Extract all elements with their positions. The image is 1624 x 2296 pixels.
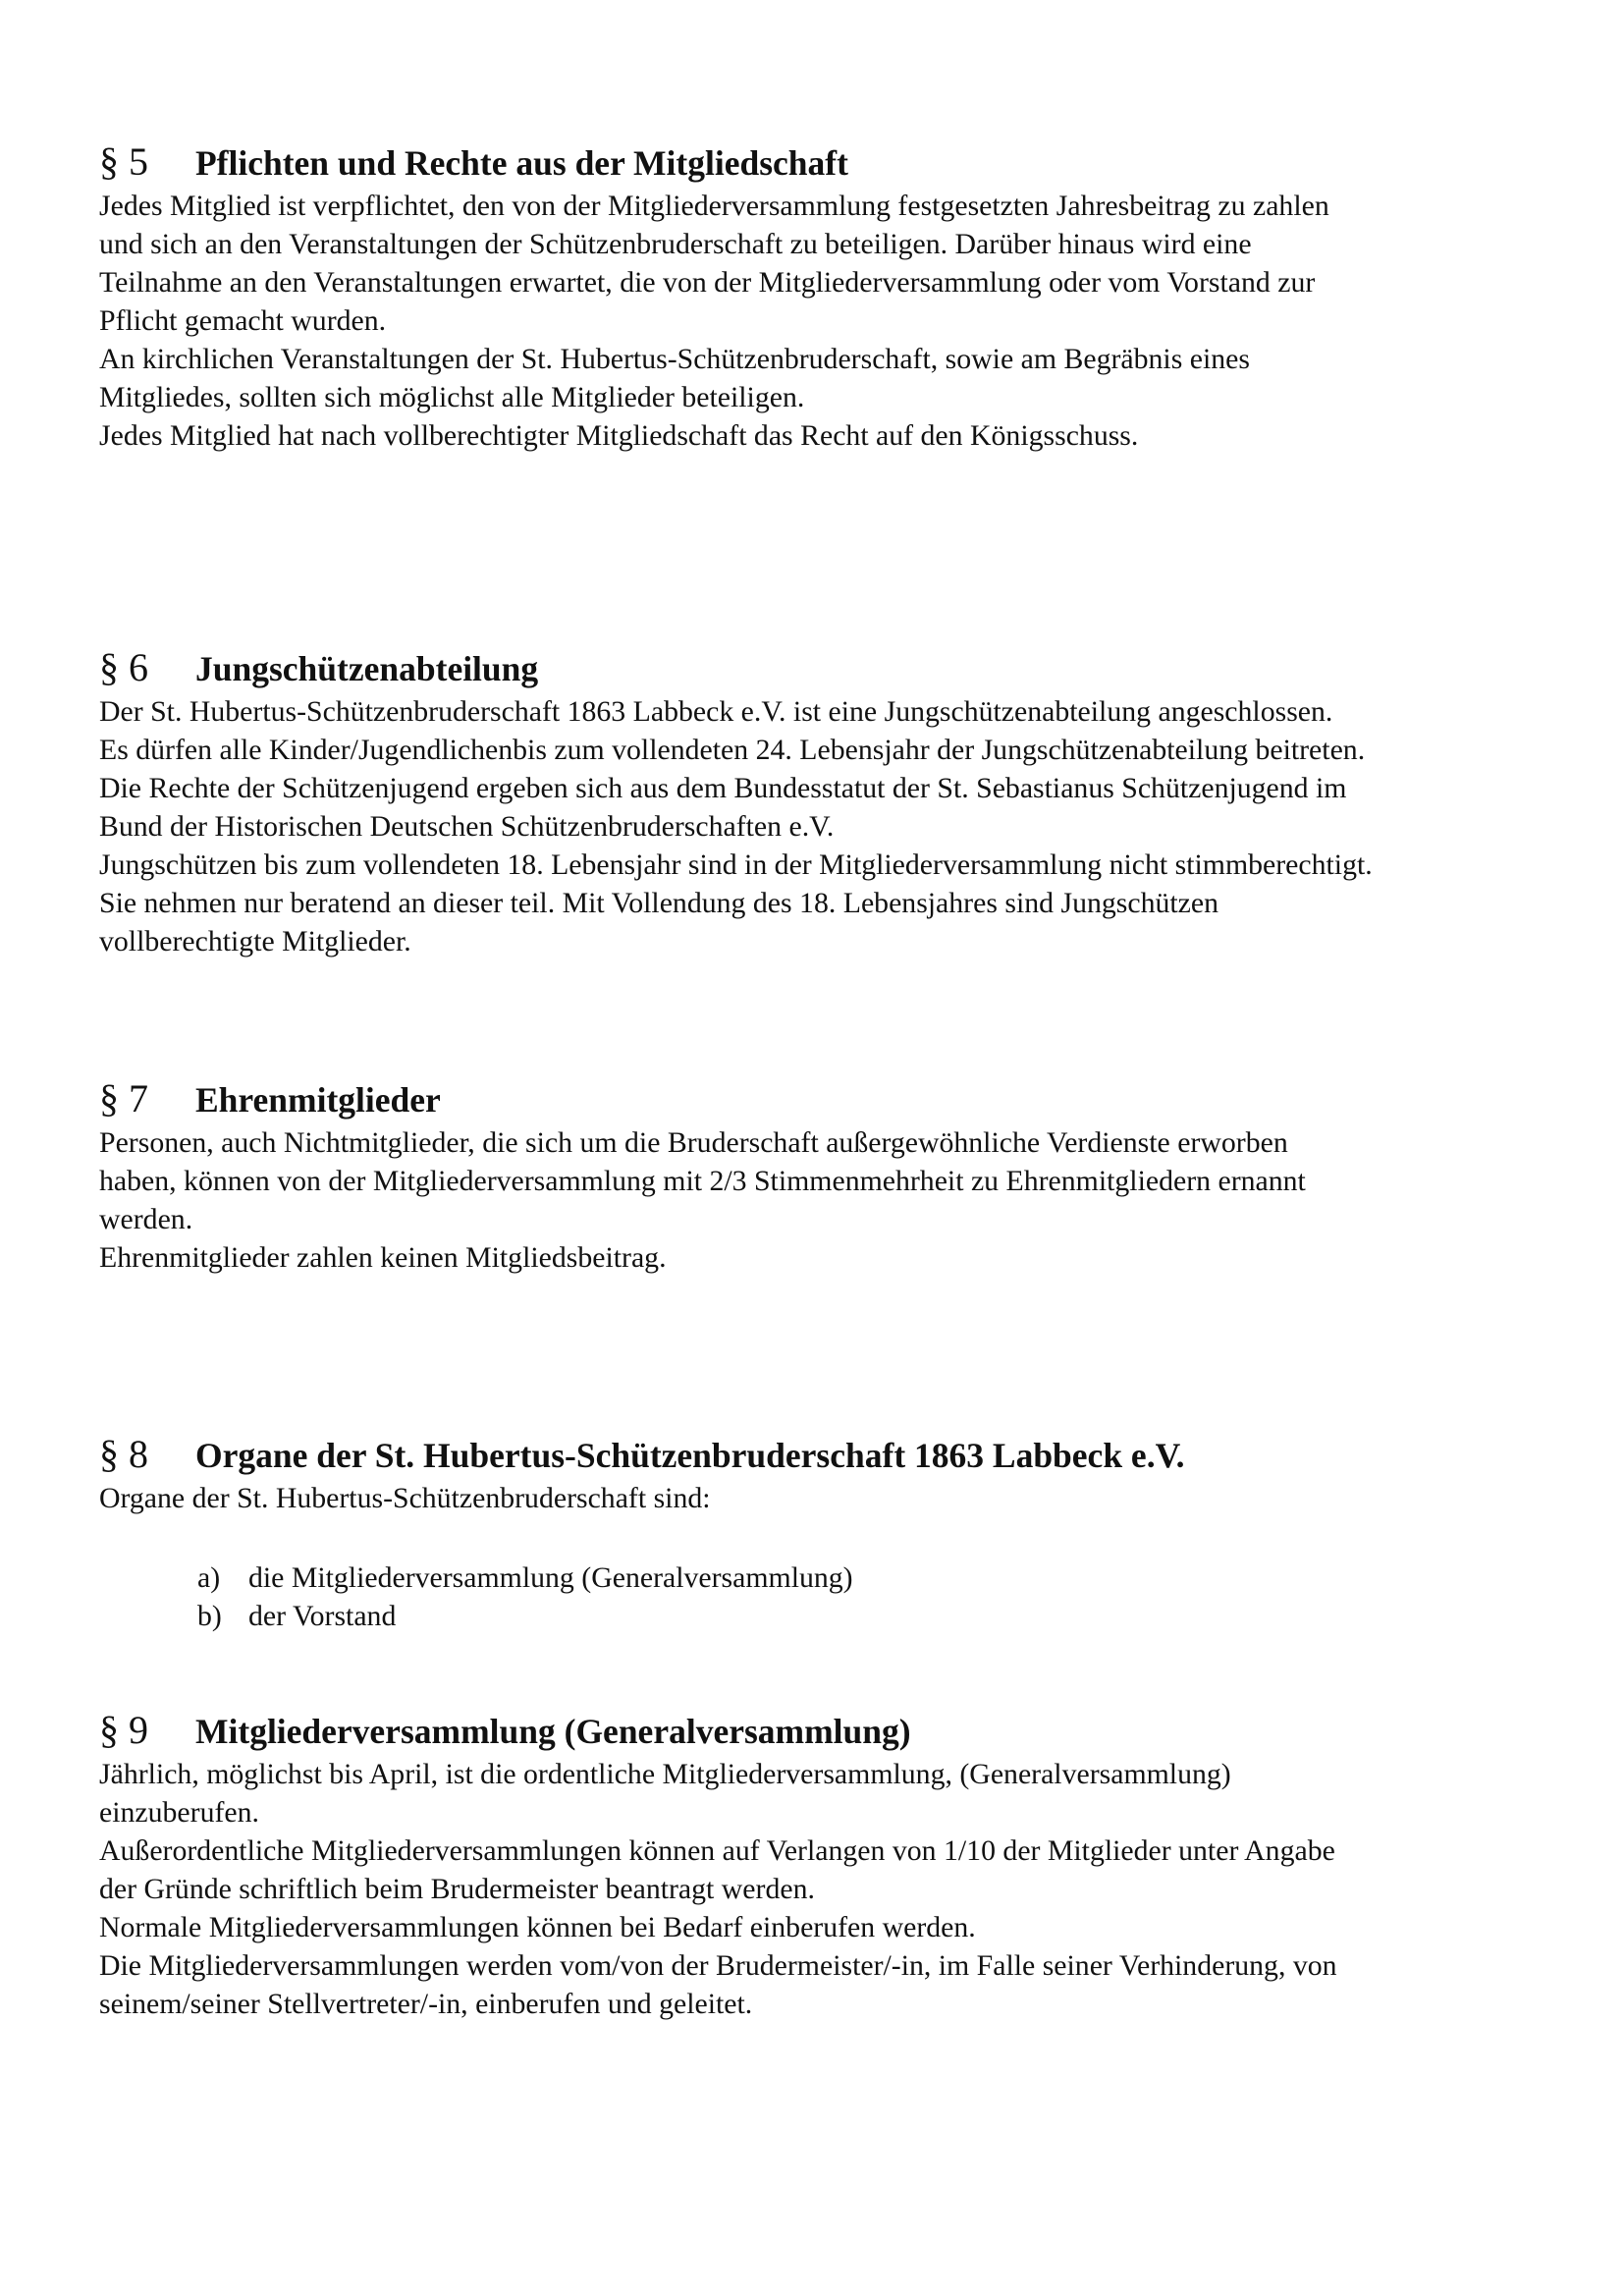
section-heading bbox=[99, 1706, 1543, 1755]
section-title: Pflichten und Rechte aus der Mitgliedschaft bbox=[195, 143, 848, 183]
paragraph: Die Mitgliederversammlungen werden vom/von der Brudermeister/-in, im Falle seiner Verhinderung, von seinem/seiner Stellvertreter/-in, einberufen und geleitet. bbox=[99, 1949, 1337, 2020]
paragraph: Ehrenmitglieder zahlen keinen Mitgliedsbeitrag. bbox=[99, 1241, 667, 1274]
paragraph: Personen, auch Nichtmitglieder, die sich um die Bruderschaft außergewöhnliche Verdienste erworben haben, können von der Mitgliederversammlung mit 2/3 Stimmenmehrheit zu Ehrenmitgliedern ernannt werden. bbox=[99, 1126, 1306, 1235]
section-number: § 8 bbox=[99, 1432, 148, 1476]
section-title: Mitgliederversammlung (Generalversammlung) bbox=[195, 1712, 911, 1751]
list-item-text: der Vorstand bbox=[248, 1600, 397, 1632]
section-heading bbox=[99, 1074, 1543, 1123]
section-9 bbox=[99, 1706, 1543, 2023]
section-number: § 6 bbox=[99, 645, 148, 689]
paragraph: An kirchlichen Veranstaltungen der St. Hubertus-Schützenbruderschaft, sowie am Begräbnis eines Mitgliedes, sollten sich möglichst alle Mitglieder beteiligen. bbox=[99, 343, 1250, 413]
paragraph: Jedes Mitglied hat nach vollberechtigter Mitgliedschaft das Recht auf den Königsschuss. bbox=[99, 419, 1139, 452]
list-item bbox=[197, 1597, 1543, 1635]
paragraph: Jährlich, möglichst bis April, ist die ordentliche Mitgliederversammlung, (Generalversammlung) einzuberufen. bbox=[99, 1758, 1231, 1829]
section-number: § 9 bbox=[99, 1708, 148, 1752]
paragraph: Außerordentliche Mitgliederversammlungen können auf Verlangen von 1/10 der Mitglieder unter Angabe der Gründe schriftlich beim Brudermeister beantragt werden. bbox=[99, 1834, 1335, 1905]
section-heading bbox=[99, 137, 1543, 187]
list-item bbox=[197, 1558, 1543, 1597]
section-title: Jungschützenabteilung bbox=[195, 649, 539, 688]
list-item-label: b) bbox=[197, 1600, 222, 1632]
organ-list bbox=[99, 1558, 1543, 1635]
paragraph: Der St. Hubertus-Schützenbruderschaft 1863 Labbeck e.V. ist eine Jungschützenabteilung angeschlossen. Es dürfen alle Kinder/Jugendlichenbis zum vollendeten 24. Lebensjahr der Jungschützenabteilung beitreten. Die Rechte der Schützenjugend ergeben sich aus dem Bundesstatut der St. Sebastianus Schützenjugend im Bund der Historischen Deutschen Schützenbruderschaften e.V. bbox=[99, 695, 1366, 843]
section-title: Organe der St. Hubertus-Schützenbruderschaft 1863 Labbeck e.V. bbox=[195, 1436, 1185, 1475]
section-8 bbox=[99, 1430, 1543, 1635]
section-6 bbox=[99, 643, 1543, 960]
paragraph: Jedes Mitglied ist verpflichtet, den von der Mitgliederversammlung festgesetzten Jahresbeitrag zu zahlen und sich an den Veranstaltungen der Schützenbruderschaft zu beteiligen. Darüber hinaus wird eine Teilnahme an den Veranstaltungen erwartet, die von der Mitgliederversammlung oder vom Vorstand zur Pflicht gemacht wurden. bbox=[99, 190, 1329, 337]
section-5 bbox=[99, 137, 1543, 455]
section-number: § 7 bbox=[99, 1076, 148, 1121]
section-heading bbox=[99, 643, 1543, 692]
section-7 bbox=[99, 1074, 1543, 1277]
section-heading bbox=[99, 1430, 1543, 1479]
paragraph: Organe der St. Hubertus-Schützenbruderschaft sind: bbox=[99, 1482, 711, 1514]
list-item-label: a) bbox=[197, 1561, 221, 1594]
list-item-text: die Mitgliederversammlung (Generalversammlung) bbox=[248, 1561, 853, 1594]
section-title: Ehrenmitglieder bbox=[195, 1080, 441, 1120]
paragraph: Normale Mitgliederversammlungen können bei Bedarf einberufen werden. bbox=[99, 1911, 976, 1943]
paragraph: Jungschützen bis zum vollendeten 18. Lebensjahr sind in der Mitgliederversammlung nicht stimmberechtigt. Sie nehmen nur beratend an dieser teil. Mit Vollendung des 18. Lebensjahres sind Jungschützen vollberechtigte Mitglieder. bbox=[99, 848, 1373, 957]
section-number: § 5 bbox=[99, 139, 148, 184]
